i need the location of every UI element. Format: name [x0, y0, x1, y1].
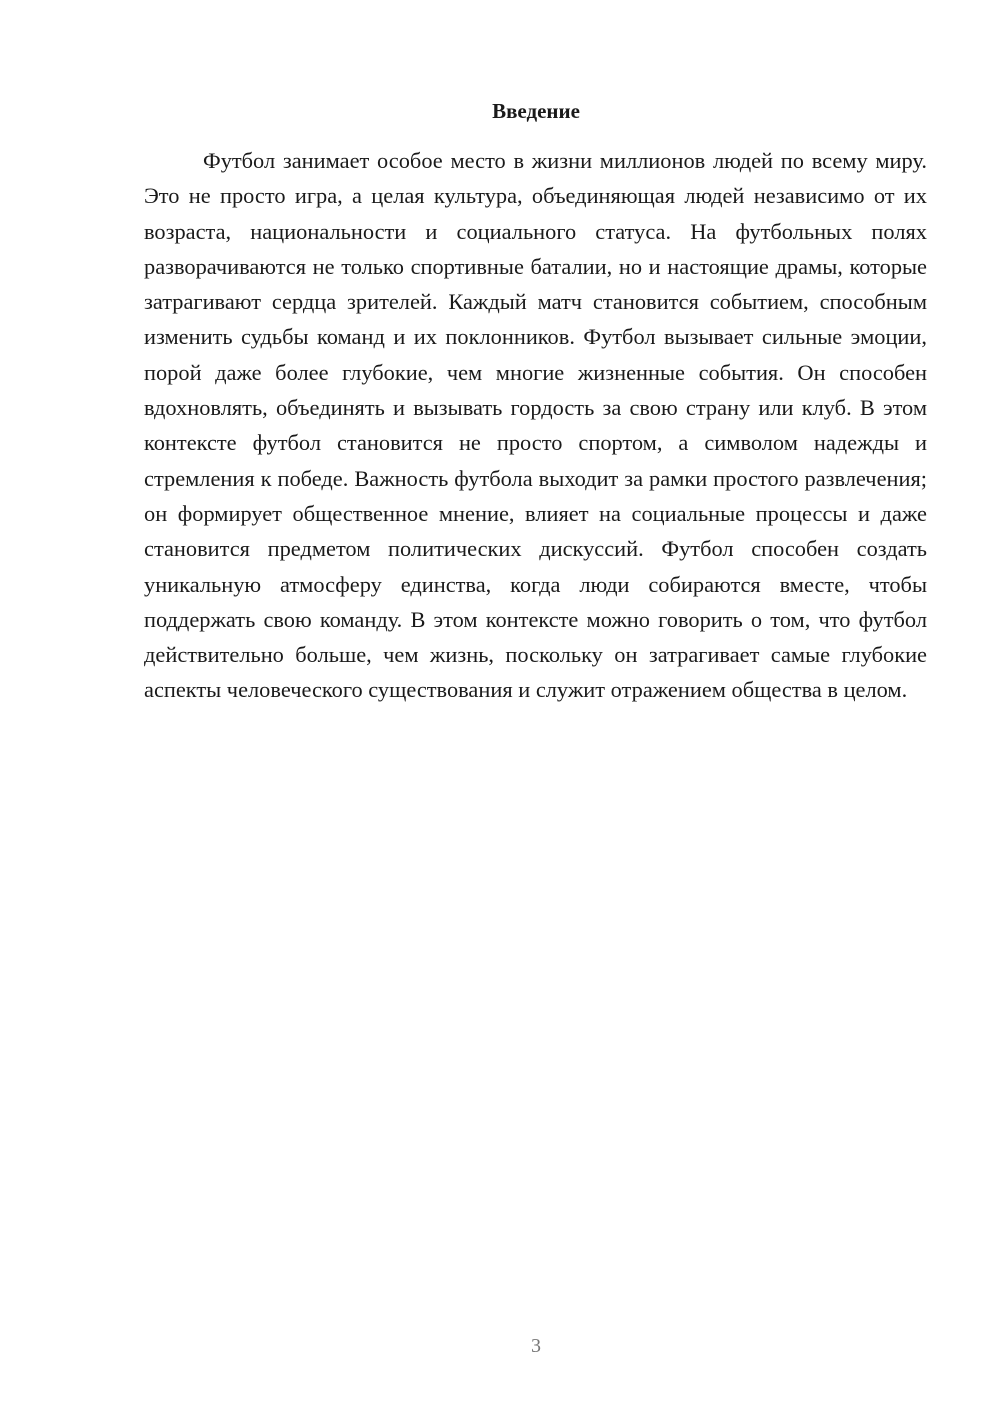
body-paragraph: Футбол занимает особое место в жизни миллионов людей по всему миру. Это не просто игра, а целая культура, объединяющая людей независимо от их возраста, национальности и социального статуса. На футбольных полях разворачиваются не только спортивные баталии, но и настоящие драмы, которые затрагивают сердца зрителей. Каждый матч становится событием, способным изменить судьбы команд и их поклонников. Футбол вызывает сильные эмоции, порой даже более глубокие, чем многие жизненные события. Он способен вдохновлять, объединять и вызывать гордость за свою страну или клуб. В этом контексте футбол становится не просто спортом, а символом надежды и стремления к победе. Важность футбола выходит за рамки простого развлечения; он формирует общественное мнение, влияет на социальные процессы и даже становится предметом политических дискуссий. Футбол способен создать уникальную атмосферу единства, когда люди собираются вместе, чтобы поддержать свою команду. В этом контексте можно говорить о том, что футбол действительно больше, чем жизнь, поскольку он затрагивает самые глубокие аспекты человеческого существования и служит отражением общества в целом.	[144, 148, 927, 703]
page-number: 3	[531, 1335, 541, 1357]
section-heading: Введение	[492, 99, 580, 123]
